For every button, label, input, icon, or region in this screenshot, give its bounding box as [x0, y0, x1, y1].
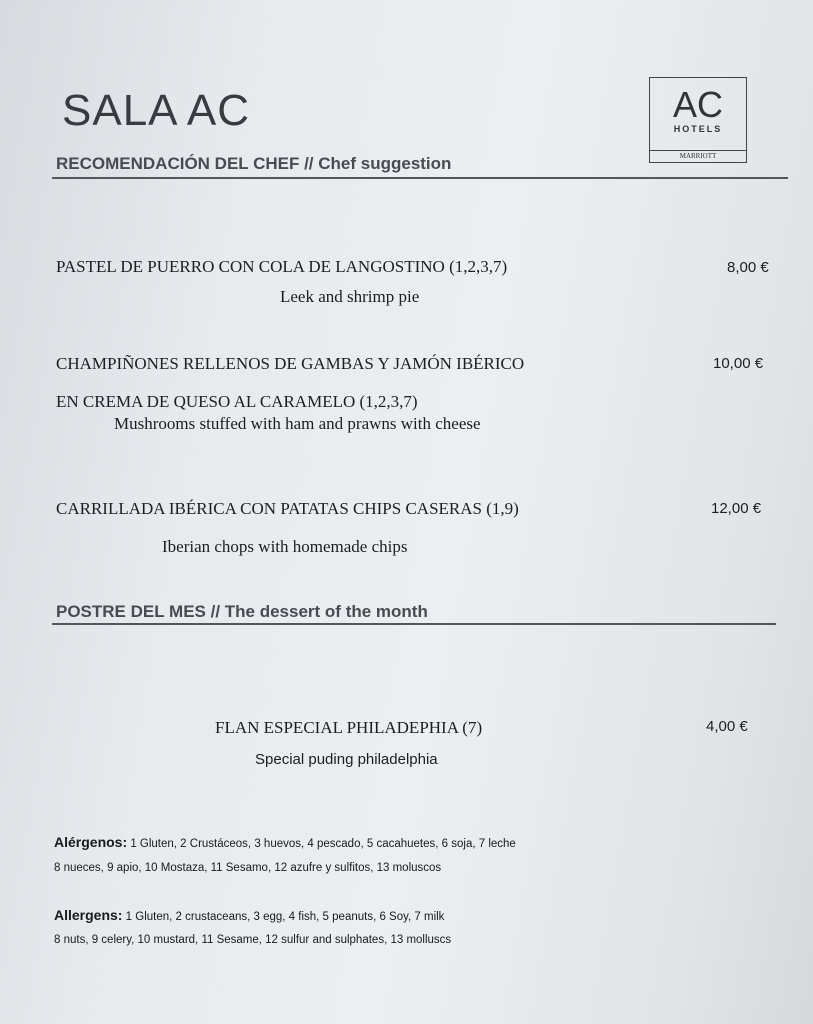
chef-item-1-price: 8,00 €	[727, 259, 769, 276]
allergens-en-line1	[54, 907, 444, 923]
ac-hotels-logo	[649, 77, 747, 163]
chef-item-3-english: Iberian chops with homemade chips	[162, 537, 408, 556]
chef-section-divider	[52, 177, 788, 179]
chef-item-2-name-line2: EN CREMA DE QUESO AL CARAMELO (1,2,3,7)	[56, 392, 418, 411]
dessert-item-english: Special puding philadelphia	[255, 751, 438, 768]
logo-brand-text: MARRIOTT	[650, 150, 746, 160]
chef-item-1-name: PASTEL DE PUERRO CON COLA DE LANGOSTINO (1,2,3,7)	[56, 257, 508, 276]
allergens-es-text1: 1 Gluten, 2 Crustáceos, 3 huevos, 4 pescado, 5 cacahuetes, 6 soja, 7 leche	[127, 838, 516, 850]
page-title: SALA AC	[62, 86, 251, 135]
allergens-en-text1: 1 Gluten, 2 crustaceans, 3 egg, 4 fish, 5 peanuts, 6 Soy, 7 milk	[122, 911, 445, 923]
chef-item-1-english: Leek and shrimp pie	[280, 287, 420, 306]
chef-item-2-english: Mushrooms stuffed with ham and prawns with cheese	[114, 414, 481, 433]
dessert-item-price: 4,00 €	[706, 718, 748, 735]
dessert-item-name: FLAN ESPECIAL PHILADEPHIA (7)	[215, 718, 483, 737]
chef-item-2-price: 10,00 €	[713, 355, 764, 372]
dessert-section-heading: POSTRE DEL MES // The dessert of the month	[56, 602, 428, 621]
dessert-section-divider	[52, 623, 776, 625]
allergens-en-line2: 8 nuts, 9 celery, 10 mustard, 11 Sesame, 12 sulfur and sulphates, 13 molluscs	[54, 934, 452, 946]
allergens-es-label: Alérgenos:	[54, 834, 128, 850]
logo-main-text: AC	[672, 84, 723, 125]
chef-section-heading: RECOMENDACIÓN DEL CHEF // Chef suggestion	[56, 154, 452, 173]
logo-sub-text: HOTELS	[673, 124, 723, 134]
chef-item-3-price: 12,00 €	[711, 500, 762, 517]
chef-item-2-name-line1: CHAMPIÑONES RELLENOS DE GAMBAS Y JAMÓN IBÉRICO	[56, 354, 525, 373]
allergens-es-line1	[54, 834, 516, 850]
allergens-es-line2: 8 nueces, 9 apio, 10 Mostaza, 11 Sesamo, 12 azufre y sulfitos, 13 moluscos	[54, 862, 442, 874]
chef-item-3-name: CARRILLADA IBÉRICA CON PATATAS CHIPS CASERAS (1,9)	[56, 499, 519, 518]
allergens-en-label: Allergens:	[54, 907, 123, 923]
